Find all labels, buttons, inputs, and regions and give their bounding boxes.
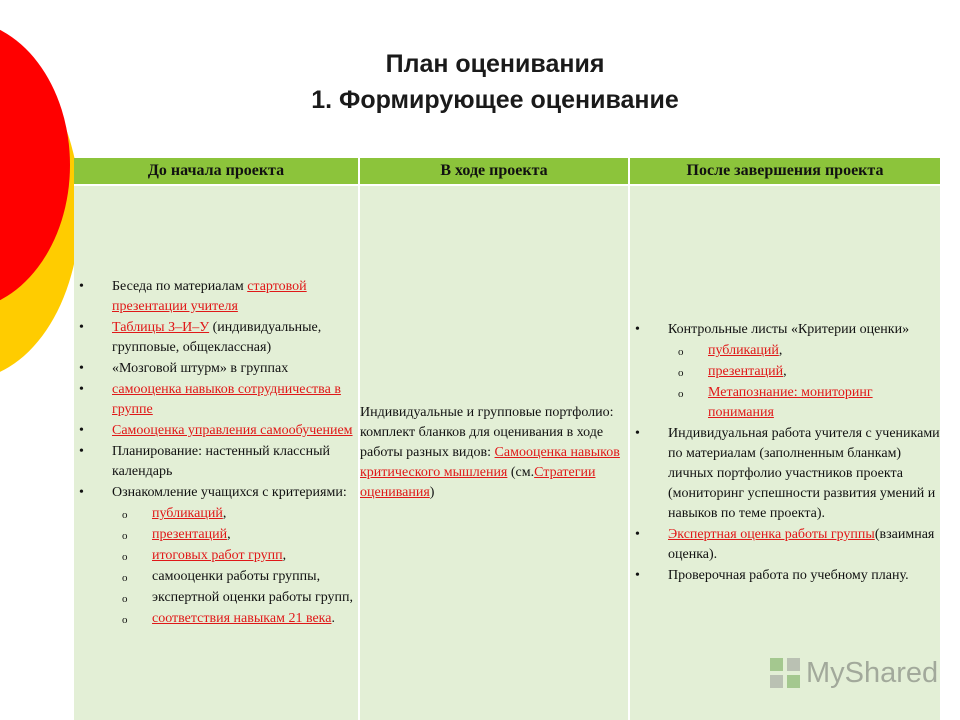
title-line-1: План оценивания	[385, 50, 605, 78]
cell-before-project	[74, 185, 359, 720]
cell-after-project	[629, 185, 940, 720]
link-final-group-works[interactable]: итоговых работ групп	[152, 548, 283, 563]
list-item	[152, 504, 358, 524]
item-text: Беседа по материалам	[112, 279, 248, 294]
during-project-text	[360, 403, 628, 503]
link-critical-thinking-self-assessment[interactable]: Самооценка навыков критического мышления	[360, 445, 620, 480]
list-item	[668, 566, 940, 586]
list-item	[668, 525, 940, 565]
list-item	[668, 424, 940, 524]
item-text: (индивидуальные, групповые, общеклассная)	[112, 320, 322, 355]
item-text: Ознакомление учащихся с критериями:	[112, 485, 347, 500]
link-presentations[interactable]: презентаций	[152, 527, 228, 542]
watermark	[768, 656, 938, 690]
punctuation: ,	[222, 506, 227, 521]
item-text: Проверочная работа по учебному плану.	[668, 568, 909, 583]
item-text: Контрольные листы «Критерии оценки»	[668, 322, 910, 337]
table-header-row	[74, 158, 940, 185]
link-expert-group-assessment[interactable]: Экспертная оценка работы группы	[668, 527, 875, 542]
list-item	[112, 359, 358, 379]
item-text: Планирование: настенный классный календарь	[112, 444, 330, 479]
list-item	[112, 277, 358, 317]
checklist-sublist	[668, 341, 940, 423]
list-item	[152, 567, 358, 587]
item-text: Индивидуальные и групповые портфолио: комплект бланков для оценивания в ходе работы разных видов:	[360, 405, 614, 460]
list-item	[152, 609, 358, 629]
list-item	[668, 320, 940, 423]
link-metacognition-monitoring[interactable]: Метапознание: мониторинг понимания	[708, 385, 873, 420]
punctuation: .	[331, 611, 335, 626]
myshared-logo-icon	[768, 656, 802, 690]
after-project-list	[630, 320, 940, 586]
link-publications[interactable]: публикаций	[152, 506, 223, 521]
criteria-sublist	[112, 504, 358, 629]
watermark-text: MyShared	[806, 656, 939, 689]
cell-during-project	[359, 185, 629, 720]
item-text: экспертной оценки работы групп,	[152, 590, 354, 605]
list-item	[708, 362, 940, 382]
list-item	[112, 421, 358, 441]
item-text: «Мозговой штурм» в группах	[112, 361, 289, 376]
item-text: )	[429, 485, 435, 500]
punctuation: ,	[783, 364, 787, 379]
link-collaboration-self-assessment[interactable]: самооценка навыков сотрудничества в группе	[112, 382, 341, 417]
punctuation: ,	[227, 527, 231, 542]
link-publications[interactable]: публикаций	[708, 343, 779, 358]
link-assessment-strategies[interactable]: Стратегии оценивания	[360, 465, 596, 500]
list-item	[708, 341, 940, 361]
link-presentations[interactable]: презентаций	[708, 364, 784, 379]
link-21st-century-skills[interactable]: соответствия навыкам 21 века	[152, 611, 332, 626]
list-item	[112, 318, 358, 358]
before-project-list	[74, 277, 358, 629]
list-item	[112, 380, 358, 420]
item-text: самооценки работы группы,	[152, 569, 321, 584]
link-self-learning-assessment[interactable]: Самооценка управления самообучением	[112, 423, 353, 438]
table-row	[74, 185, 940, 720]
item-text: (см.	[507, 465, 535, 480]
list-item	[112, 442, 358, 482]
header-after-project: После завершения проекта	[629, 158, 940, 185]
page-title	[0, 46, 960, 118]
list-item	[152, 588, 358, 608]
header-during-project: В ходе проекта	[359, 158, 629, 185]
header-before-project: До начала проекта	[74, 158, 359, 185]
title-line-2: 1. Формирующее оценивание	[311, 86, 679, 114]
link-kwl-tables[interactable]: Таблицы З–И–У	[112, 320, 210, 335]
list-item	[152, 546, 358, 566]
link-start-presentation[interactable]: стартовой презентации учителя	[112, 279, 307, 314]
item-text: Индивидуальная работа учителя с учениками по материалам (заполненным бланкам) личных портфолио участников проекта (мониторинг успешности развития умений и навыков по теме проекта).	[668, 426, 940, 521]
list-item	[112, 483, 358, 629]
punctuation: ,	[282, 548, 287, 563]
item-text: (взаимная оценка).	[668, 527, 935, 562]
assessment-plan-table	[74, 158, 940, 720]
punctuation: ,	[778, 343, 783, 358]
list-item	[708, 383, 940, 423]
list-item	[152, 525, 358, 545]
